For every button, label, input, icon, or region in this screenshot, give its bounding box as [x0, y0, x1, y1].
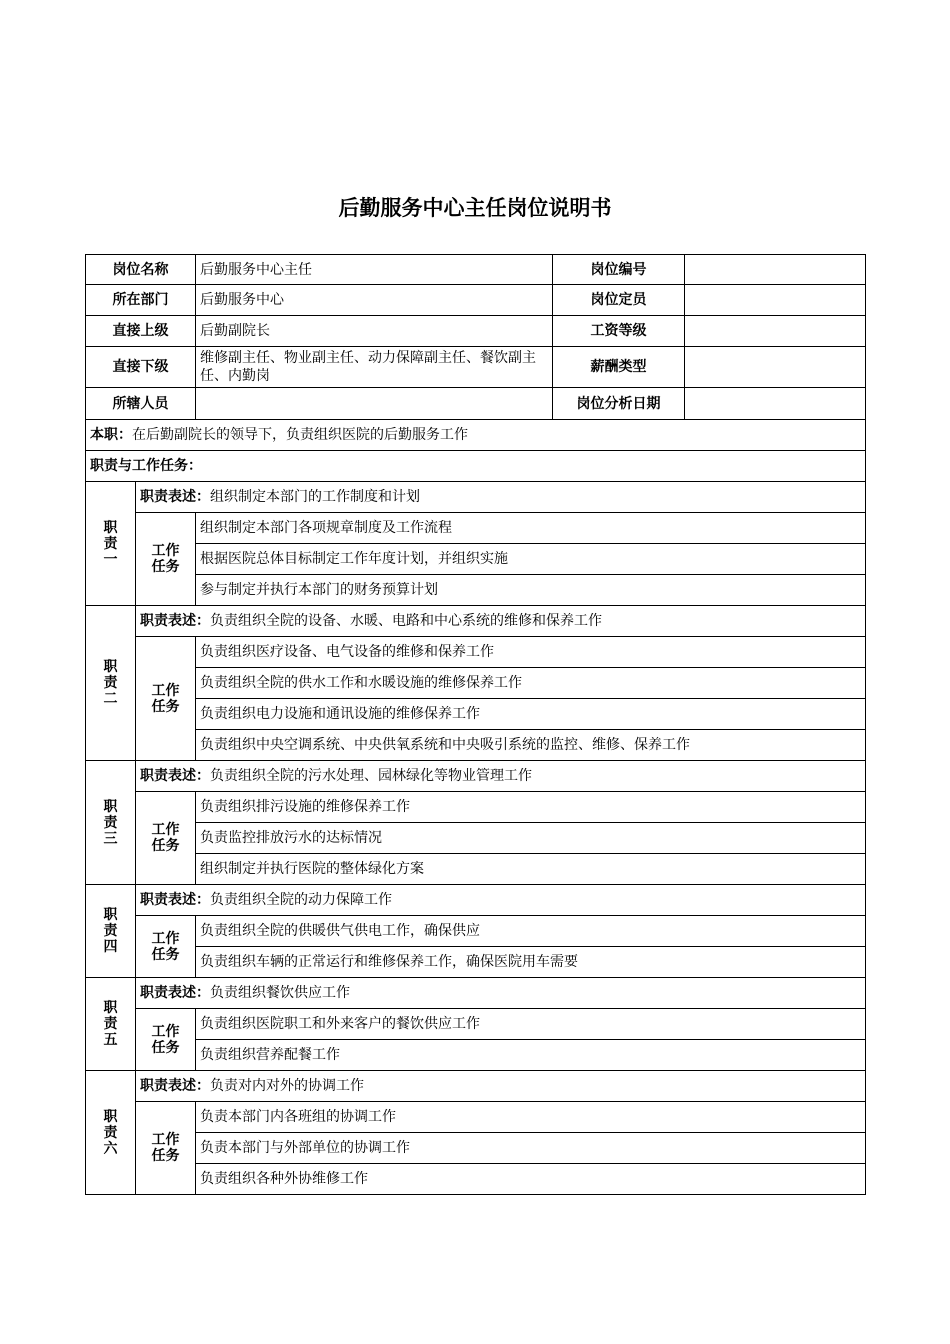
duty-label	[86, 978, 136, 1071]
quota-value	[685, 285, 866, 316]
task-item: 组织制定并执行医院的整体绿化方案	[196, 854, 866, 885]
task-row	[86, 575, 866, 606]
duty-label-char: 责	[103, 814, 118, 831]
task-item: 负责组织各种外协维修工作	[196, 1164, 866, 1195]
duty-statement-label: 职责表述：	[140, 1078, 210, 1094]
position-no-label: 岗位编号	[553, 255, 685, 285]
task-label-line: 工作	[151, 1023, 180, 1040]
duty-statement-text: 负责组织餐饮供应工作	[210, 985, 350, 1001]
duty-summary-row	[86, 420, 866, 451]
duty-statement-text: 负责组织全院的污水处理、园林绿化等物业管理工作	[210, 768, 532, 784]
pay-type-value	[685, 347, 866, 388]
duty-statement-text: 负责对内对外的协调工作	[210, 1078, 364, 1094]
task-row	[86, 544, 866, 575]
duty-statement-text: 负责组织全院的设备、水暖、电路和中心系统的维修和保养工作	[210, 613, 602, 629]
task-row	[86, 854, 866, 885]
task-label-line: 任务	[151, 1148, 180, 1164]
analysis-date-label: 岗位分析日期	[553, 388, 685, 420]
duty-label-char: 一	[103, 551, 118, 568]
task-row	[86, 947, 866, 978]
task-item: 负责组织营养配餐工作	[196, 1040, 866, 1071]
task-item: 负责组织排污设施的维修保养工作	[196, 792, 866, 823]
task-row	[86, 1009, 866, 1040]
duty-statement	[136, 482, 866, 513]
duty-label	[86, 1071, 136, 1195]
task-row	[86, 668, 866, 699]
task-row	[86, 1102, 866, 1133]
subordinate-value: 维修副主任、物业副主任、动力保障副主任、餐饮副主任、内勤岗	[196, 347, 553, 388]
task-row	[86, 513, 866, 544]
duty-statement	[136, 761, 866, 792]
duty-label-char: 职	[103, 1000, 118, 1016]
duty-label-char: 责	[103, 1124, 118, 1141]
superior-label: 直接上级	[86, 316, 196, 347]
duty-statement-row	[86, 606, 866, 637]
task-label-line: 任务	[151, 1039, 180, 1056]
task-label	[136, 1102, 196, 1195]
duty-label-char: 责	[103, 1016, 118, 1032]
task-label-line: 工作	[151, 822, 180, 838]
task-label	[136, 916, 196, 978]
duty-label-char: 职	[103, 798, 118, 815]
task-label-line: 工作	[151, 682, 180, 699]
duty-label-char: 责	[103, 535, 118, 552]
task-label-line: 工作	[151, 930, 180, 947]
task-label-line: 工作	[151, 1132, 180, 1148]
duty-label-char: 三	[103, 830, 118, 847]
duty-label	[86, 606, 136, 761]
staff-value	[196, 388, 553, 420]
salary-grade-value	[685, 316, 866, 347]
task-label	[136, 792, 196, 885]
duty-statement	[136, 978, 866, 1009]
duty-statement	[136, 1071, 866, 1102]
duty-label-char: 四	[103, 939, 118, 955]
duty-statement-row	[86, 1071, 866, 1102]
task-row	[86, 730, 866, 761]
task-row	[86, 1164, 866, 1195]
duty-statement-row	[86, 885, 866, 916]
quota-label: 岗位定员	[553, 285, 685, 316]
task-label	[136, 513, 196, 606]
task-item: 参与制定并执行本部门的财务预算计划	[196, 575, 866, 606]
duty-statement-row	[86, 761, 866, 792]
duty-statement-label: 职责表述：	[140, 489, 210, 505]
duty-statement-row	[86, 978, 866, 1009]
duty-label	[86, 761, 136, 885]
duty-label-char: 职	[103, 659, 118, 675]
task-label	[136, 637, 196, 761]
task-label-line: 任务	[151, 698, 180, 715]
analysis-date-value	[685, 388, 866, 420]
task-item: 负责组织电力设施和通讯设施的维修保养工作	[196, 699, 866, 730]
position-no-value	[685, 255, 866, 285]
duty-statement-label: 职责表述：	[140, 985, 210, 1001]
task-row	[86, 792, 866, 823]
task-item: 负责监控排放污水的达标情况	[196, 823, 866, 854]
duty-statement	[136, 885, 866, 916]
job-description-table	[85, 254, 866, 1195]
department-label: 所在部门	[86, 285, 196, 316]
task-label-line: 工作	[151, 543, 180, 559]
task-label-line: 任务	[151, 946, 180, 963]
task-item: 负责组织医院职工和外来客户的餐饮供应工作	[196, 1009, 866, 1040]
duty-statement-label: 职责表述：	[140, 768, 210, 784]
position-name-value: 后勤服务中心主任	[196, 255, 553, 285]
duty-label-char: 职	[103, 1108, 118, 1125]
staff-label: 所辖人员	[86, 388, 196, 420]
duties-header: 职责与工作任务：	[86, 451, 866, 482]
task-item: 负责组织全院的供水工作和水暖设施的维修保养工作	[196, 668, 866, 699]
duty-summary-label: 本职：	[90, 427, 132, 443]
duty-label-char: 责	[103, 923, 118, 939]
task-item: 负责本部门内各班组的协调工作	[196, 1102, 866, 1133]
duty-statement-text: 负责组织全院的动力保障工作	[210, 892, 392, 908]
document-title: 后勤服务中心主任岗位说明书	[338, 196, 612, 220]
task-item: 组织制定本部门各项规章制度及工作流程	[196, 513, 866, 544]
duty-label-char: 职	[103, 907, 118, 923]
duty-label	[86, 885, 136, 978]
duty-label-char: 职	[103, 519, 118, 536]
duty-label	[86, 482, 136, 606]
task-item: 负责本部门与外部单位的协调工作	[196, 1133, 866, 1164]
subordinate-label: 直接下级	[86, 347, 196, 388]
task-item: 负责组织医疗设备、电气设备的维修和保养工作	[196, 637, 866, 668]
duty-label-char: 责	[103, 675, 118, 691]
task-row	[86, 699, 866, 730]
duty-statement-label: 职责表述：	[140, 892, 210, 908]
duty-label-char: 二	[103, 691, 118, 707]
task-label	[136, 1009, 196, 1071]
task-item: 负责组织车辆的正常运行和维修保养工作，确保医院用车需要	[196, 947, 866, 978]
task-label-line: 任务	[151, 559, 180, 575]
department-value: 后勤服务中心	[196, 285, 553, 316]
task-item: 负责组织全院的供暖供气供电工作，确保供应	[196, 916, 866, 947]
duty-label-char: 五	[103, 1032, 118, 1048]
task-row	[86, 637, 866, 668]
duty-statement	[136, 606, 866, 637]
duty-summary-text: 在后勤副院长的领导下，负责组织医院的后勤服务工作	[132, 427, 468, 443]
task-row	[86, 1133, 866, 1164]
duty-statement-text: 组织制定本部门的工作制度和计划	[210, 489, 420, 505]
task-row	[86, 823, 866, 854]
duty-statement-row	[86, 482, 866, 513]
task-label-line: 任务	[151, 838, 180, 854]
position-name-label: 岗位名称	[86, 255, 196, 285]
superior-value: 后勤副院长	[196, 316, 553, 347]
task-row	[86, 1040, 866, 1071]
pay-type-label: 薪酬类型	[553, 347, 685, 388]
salary-grade-label: 工资等级	[553, 316, 685, 347]
task-item: 根据医院总体目标制定工作年度计划，并组织实施	[196, 544, 866, 575]
task-row	[86, 916, 866, 947]
duty-statement-label: 职责表述：	[140, 613, 210, 629]
task-item: 负责组织中央空调系统、中央供氧系统和中央吸引系统的监控、维修、保养工作	[196, 730, 866, 761]
duty-label-char: 六	[103, 1140, 118, 1157]
